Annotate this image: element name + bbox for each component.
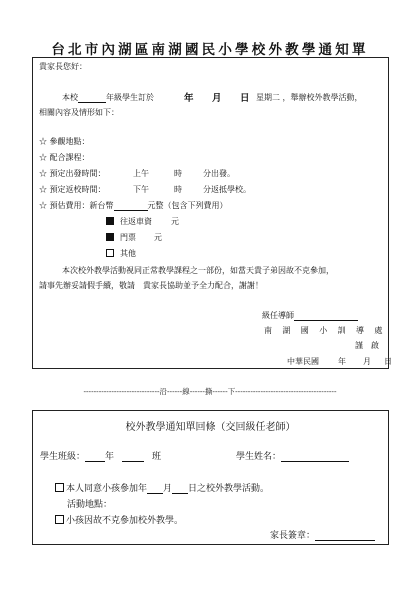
day-blank[interactable] [172,484,188,494]
parent-signature: 家長簽章： [270,528,375,541]
star-icon: ☆ [39,153,47,162]
star-icon: ☆ [39,201,47,210]
intro-weekday: 星期二 ，舉辦校外教學活動， [256,93,363,102]
return-hour: 時 [174,185,182,194]
cut-line: ------------------------------沿------線------撕------下---------------------------------------- [83,387,337,396]
teacher-signature-line[interactable] [294,311,358,321]
depart-rest: 分出發。 [203,169,235,178]
class-number-blank[interactable] [122,452,144,462]
checked-box-icon[interactable] [106,217,114,225]
parent-signature-line[interactable] [315,531,375,541]
paragraph-1: 本次校外教學活動視同正常教學課程之一部份，如當天貴子弟因故不克參加， [62,266,334,275]
fee-transport-unit: 元 [171,217,179,226]
reply-option-decline: 小孩因故不克參加校外教學。 [55,513,183,526]
respectfully: 謹 啟 [355,341,379,350]
fee-ticket-unit: 元 [154,233,162,242]
month-blank[interactable] [147,484,163,494]
salutation: 貴家長您好： [39,62,87,71]
item-fee: ☆ 預估費用：新台幣 元整（包含下列費用） [39,201,228,210]
roc-label: 中華民國 [287,357,319,366]
depart-hour: 時 [174,169,182,178]
date-year: 年 [184,93,194,104]
class-grade-blank[interactable] [85,452,105,462]
teacher-signature: 級任導師 [262,310,358,321]
return-rest: 分返抵學校。 [203,185,251,194]
date-month: 月 [212,93,222,104]
star-icon: ☆ [39,169,47,178]
reply-class-row: 學生班級： 年 班 [40,452,162,462]
fee-blank[interactable] [114,201,148,211]
item-return: ☆ 預定返校時間： [39,185,106,194]
student-name-blank[interactable] [281,452,349,462]
intro-line2: 相關內容及情形如下： [39,108,119,117]
item-depart: ☆ 預定出發時間： [39,169,106,178]
notice-box [32,57,389,369]
date-day: 日 [240,93,250,104]
reply-title: 校外教學通知單回條（交回級任老師） [125,422,296,433]
roc-year: 年 [338,357,346,366]
office-name: 南 湖 國 小 訓 導 處 [264,326,384,335]
roc-month: 月 [363,357,371,366]
reply-option-agree: 本人同意小孩參加年 月 日之校外教學活動。 [55,481,269,494]
checkbox-icon[interactable] [55,515,64,524]
checkbox-icon[interactable] [55,483,64,492]
return-ampm: 下午 [133,185,149,194]
fee-item-other: 其他 [106,248,136,259]
star-icon: ☆ [39,185,47,194]
item-course: ☆ 配合課程： [39,153,90,162]
item-location: ☆ 參觀地點： [39,137,90,146]
checked-box-icon[interactable] [106,233,114,241]
fee-item-transport: 往返車資 [106,216,152,227]
star-icon: ☆ [39,137,47,146]
page-title: 台北市內湖區南湖國民小學校外教學通知單 [51,42,369,58]
reply-location: 活動地點： [67,500,113,510]
fee-item-ticket: 門票 [106,232,136,243]
checkbox-icon[interactable] [106,249,114,257]
paragraph-2: 請事先辦妥請假手續，敬請 貴家長協助並予全力配合，謝謝！ [39,281,263,290]
depart-ampm: 上午 [133,169,149,178]
reply-name-row: 學生姓名： [236,449,349,462]
roc-day: 日 [384,357,392,366]
grade-blank[interactable] [78,93,106,103]
intro-line: 本校 年級學生訂於 [62,93,154,102]
